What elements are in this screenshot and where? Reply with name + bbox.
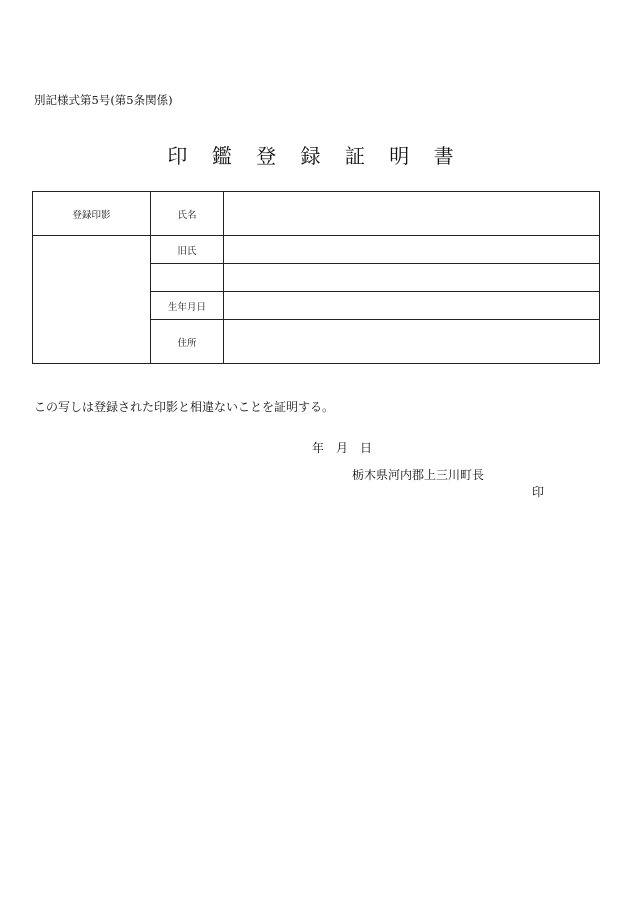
seal-impression-label: 登録印影 [33,192,151,236]
name-row [33,192,600,236]
birthdate-label: 生年月日 [151,292,224,320]
date-line: 年 月 日 [312,441,373,455]
name-value [224,192,600,236]
certification-statement: この写しは登録された印影と相違ないことを証明する。 [34,400,335,414]
former-name-value [224,236,600,264]
document-title: 印 鑑 登 録 証 明 書 [167,144,463,168]
address-label: 住所 [151,320,224,364]
seal-mark: 印 [532,485,545,499]
former-name-row [33,236,600,264]
name-label: 氏名 [151,192,224,236]
address-value [224,320,600,364]
form-reference: 別記様式第5号(第5条関係) [34,93,173,107]
blank-label [151,264,224,292]
former-name-label: 旧氏 [151,236,224,264]
birthdate-value [224,292,600,320]
certificate-table [32,191,600,364]
seal-impression-box [33,236,151,364]
issuer-name: 栃木県河内郡上三川町長 [352,468,485,482]
blank-value [224,264,600,292]
